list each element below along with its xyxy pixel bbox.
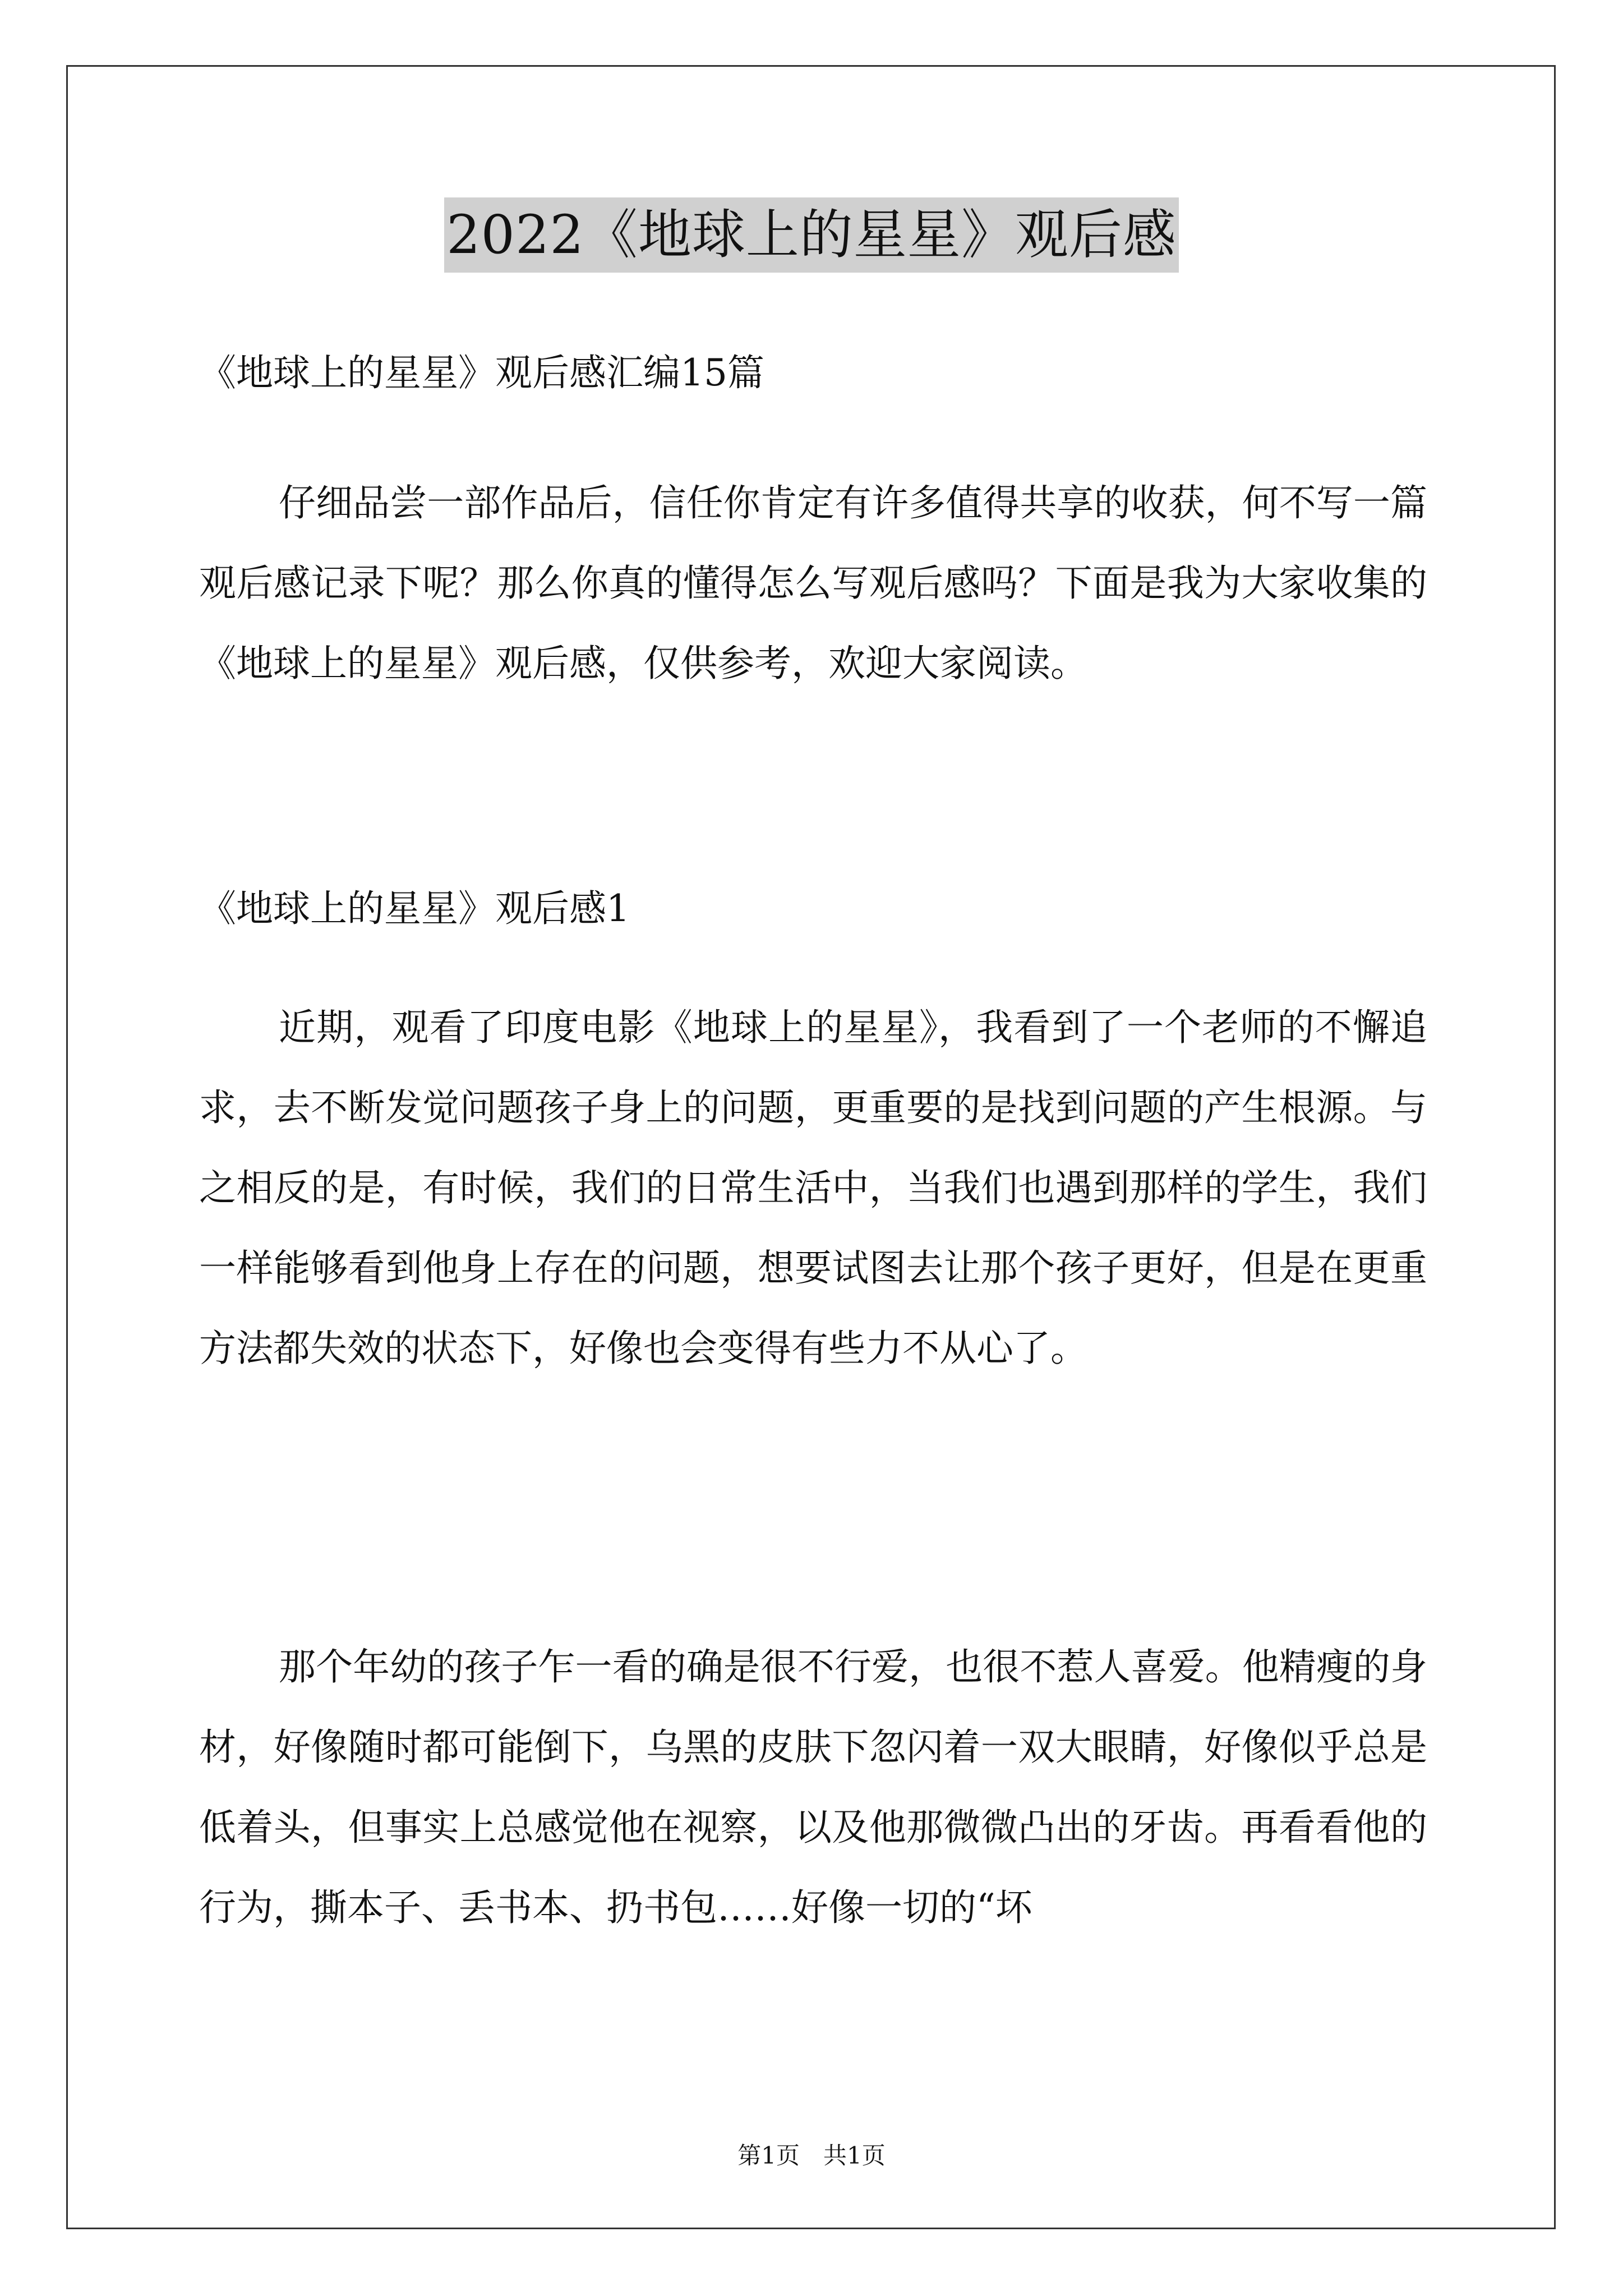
page-footer: 第1页 共1页: [737, 2142, 886, 2169]
title-container: [0, 197, 1623, 273]
section-heading: 《地球上的星星》观后感1: [199, 887, 630, 930]
body-paragraph-1: 近期，观看了印度电影《地球上的星星》，我看到了一个老师的不懈追求，去不断发觉问题孩子身上的问题，更重要的是找到问题的产生根源。与之相反的是，有时候，我们的日常生活中，当我们也遇到那样的学生，我们一样能够看到他身上存在的问题，想要试图去让那个孩子更好，但是在更重方法都失效的状态下，好像也会变得有些力不从心了。: [199, 1006, 1427, 1370]
body-paragraph-2: 那个年幼的孩子乍一看的确是很不行爱，也很不惹人喜爱。他精瘦的身材，好像随时都可能倒下，乌黑的皮肤下忽闪着一双大眼睛，好像似乎总是低着头，但事实上总感觉他在视察，以及他那微微凸出的牙齿。再看看他的行为，撕本子、丢书本、扔书包……好像一切的“坏: [199, 1645, 1427, 1929]
intro-paragraph: 仔细品尝一部作品后，信任你肯定有许多值得共享的收获，何不写一篇观后感记录下呢？那么你真的懂得怎么写观后感吗？下面是我为大家收集的《地球上的星星》观后感，仅供参考，欢迎大家阅读。: [199, 481, 1427, 685]
document-subtitle: 《地球上的星星》观后感汇编15篇: [199, 351, 764, 394]
document-title: 2022《地球上的星星》观后感: [444, 197, 1179, 273]
